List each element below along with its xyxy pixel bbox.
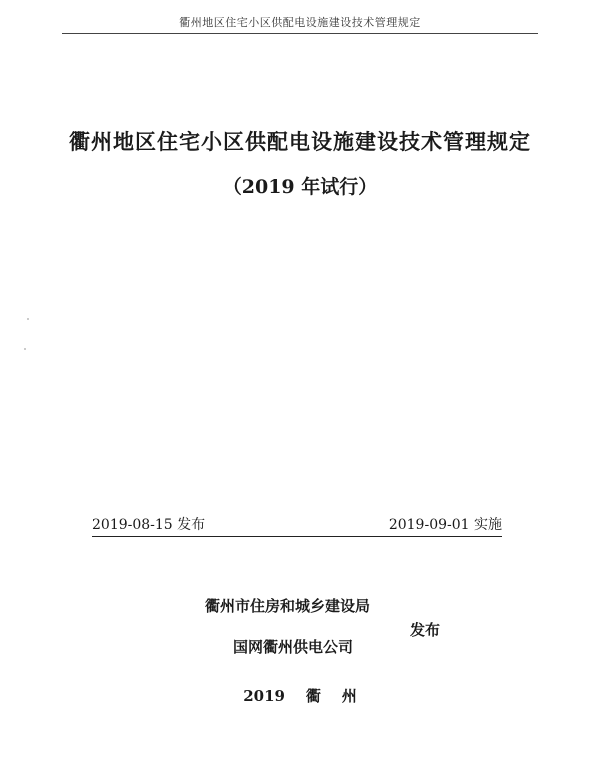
running-header: 衢州地区住宅小区供配电设施建设技术管理规定 (179, 16, 421, 29)
document-title: 衢州地区住宅小区供配电设施建设技术管理规定 (69, 129, 531, 154)
header-divider (62, 33, 538, 34)
date-row (92, 514, 502, 536)
issuer-housing-bureau: 衢州市住房和城乡建设局 (205, 597, 371, 615)
date-divider (92, 536, 502, 537)
effective-date: 2019-09-01 实施 (388, 517, 502, 533)
scan-speck (24, 348, 26, 350)
publish-label: 发布 (410, 621, 441, 639)
scan-speck (27, 318, 29, 320)
issuer-power-company: 国网衢州供电公司 (233, 638, 354, 656)
issue-date: 2019-08-15 发布 (92, 517, 206, 533)
document-edition: （2019 年试行） (222, 176, 378, 198)
footer-year-place: 2019 衢 州 (243, 687, 357, 705)
